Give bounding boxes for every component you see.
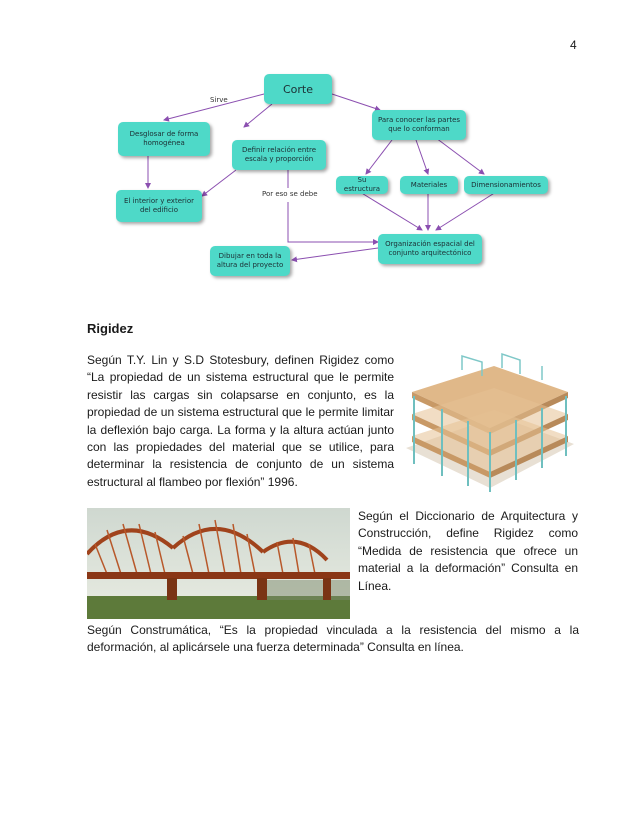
arrow-estructura-organizacion	[360, 192, 422, 230]
node-para-conocer: Para conocer las partes que lo conforman	[372, 110, 466, 140]
arrow-dimensionamientos-organizacion	[436, 192, 496, 230]
node-definir: Definir relación entre escala y proporción	[232, 140, 326, 170]
section-heading: Rigidez	[87, 321, 134, 336]
arrow-definir-interior	[202, 170, 236, 196]
paragraph-lin-stotesbury: Según T.Y. Lin y S.D Stotesbury, definen Rigidez como “La propiedad de un sistema estructural que le permite resistir las cargas sin colapsarse en conjunto, es la propiedad de un sistema estructural que le permite limitar la deflexión bajo carga. La forma y la altura actúan junto con las propiedades del material que se utilice, para determinar la resistencia de conjunto de un sistema estructural al flambeo por flexión” 1996.	[87, 353, 394, 489]
arrow-organizacion-dibujar	[292, 248, 378, 260]
node-estructura: Su estructura	[336, 176, 388, 194]
arrow-conocer-estructura	[366, 140, 392, 174]
node-materiales: Materiales	[400, 176, 458, 194]
arrow-conocer-dimensionamientos	[436, 138, 484, 174]
edge-label-sirve: Sirve	[210, 96, 228, 104]
building-structure-illustration	[402, 352, 578, 496]
concept-map-arrows	[116, 64, 552, 278]
arrow-corte-definir	[244, 104, 272, 127]
page-number: 4	[570, 38, 577, 52]
arrow-poreso-organizacion	[288, 202, 378, 242]
arrow-corte-para-conocer	[332, 94, 380, 110]
node-dimensionamientos: Dimensionamientos	[464, 176, 548, 194]
node-dibujar: Dibujar en toda la altura del proyecto	[210, 246, 290, 276]
node-organizacion: Organización espacial del conjunto arquitectónico	[378, 234, 482, 264]
node-interior: El interior y exterior del edificio	[116, 190, 202, 222]
paragraph-diccionario: Según el Diccionario de Arquitectura y Construcción, define Rigidez como “Medida de resistencia que ofrece un material a la deformación” Consulta en Línea.	[358, 509, 578, 593]
edge-label-por-eso: Por eso se debe	[262, 190, 318, 198]
arrow-conocer-materiales	[416, 140, 428, 174]
node-desglosar: Desglosar de forma homogénea	[118, 122, 210, 156]
paragraph-construmatica: Según Construmática, “Es la propiedad vinculada a la resistencia del mismo a la deformación, al aplicársele una fuerza determinada” Consulta en línea.	[87, 623, 579, 655]
steel-bridge-photo	[87, 508, 350, 619]
node-corte: Corte	[264, 74, 332, 104]
concept-map	[116, 64, 552, 278]
